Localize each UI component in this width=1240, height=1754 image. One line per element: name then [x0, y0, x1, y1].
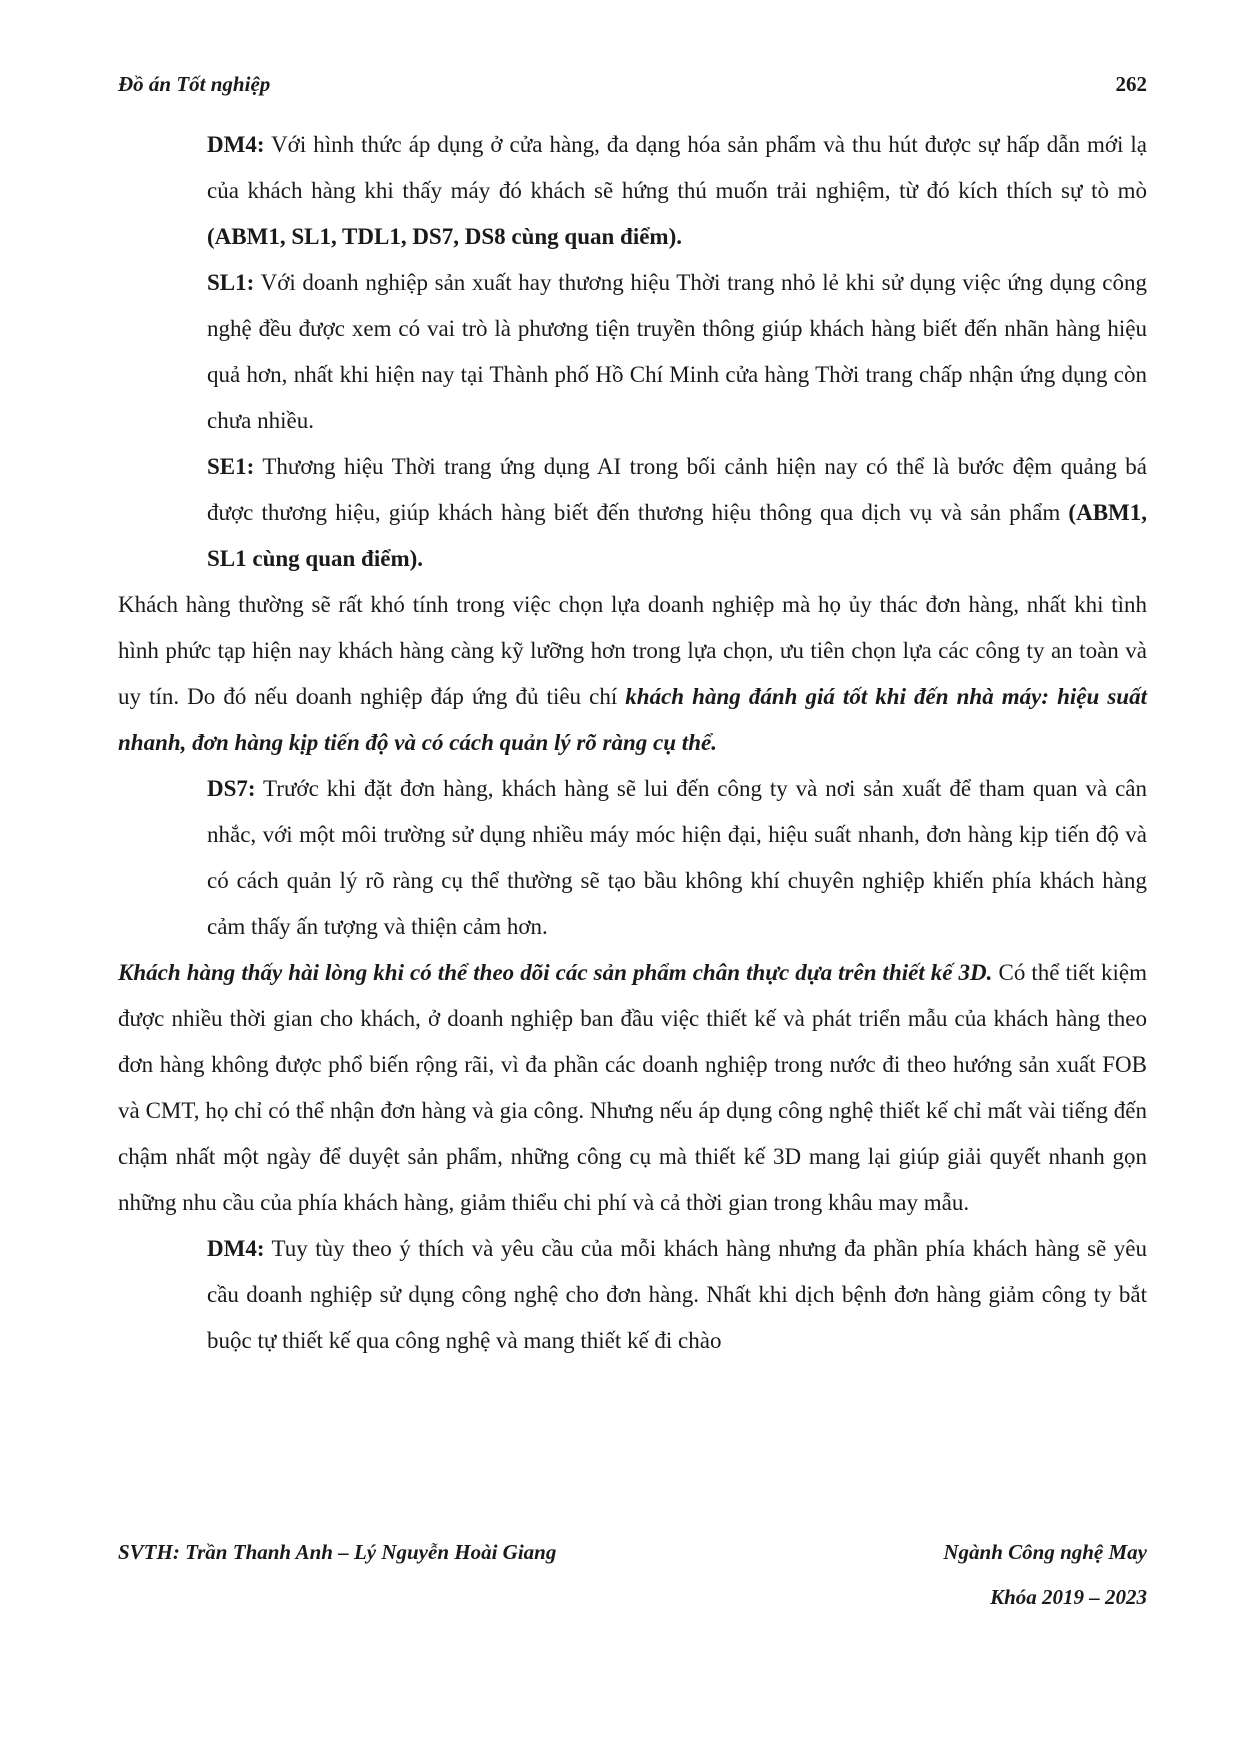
emphasis-text: SL1:: [207, 270, 255, 295]
paragraph: [118, 766, 1147, 950]
document-body: [118, 122, 1147, 1364]
emphasis-text: (ABM1, SL1 cùng quan điểm).: [207, 500, 1147, 571]
page-number: 262: [1115, 72, 1147, 96]
paragraph-text: Thương hiệu Thời trang ứng dụng AI trong bối cảnh hiện nay có thể là bước đệm quảng bá được thương hiệu, giúp khách hàng biết đến thương hiệu thông qua dịch vụ và sản phẩm: [207, 454, 1147, 525]
emphasis-text: (ABM1, SL1, TDL1, DS7, DS8 cùng quan điểm).: [207, 224, 683, 249]
paragraph: [118, 122, 1147, 260]
paragraph-text: Trước khi đặt đơn hàng, khách hàng sẽ lui đến công ty và nơi sản xuất để tham quan và cân nhắc, với một môi trường sử dụng nhiều máy móc hiện đại, hiệu suất nhanh, đơn hàng kịp tiến độ và có cách quản lý rõ ràng cụ thể thường sẽ tạo bầu không khí chuyên nghiệp khiến phía khách hàng cảm thấy ấn tượng và thiện cảm hơn.: [207, 776, 1147, 939]
paragraph: [118, 260, 1147, 444]
paragraph: [118, 1226, 1147, 1364]
paragraph-text: Với doanh nghiệp sản xuất hay thương hiệu Thời trang nhỏ lẻ khi sử dụng việc ứng dụng công nghệ đều được xem có vai trò là phương tiện truyền thông giúp khách hàng biết đến nhãn hàng hiệu quả hơn, nhất khi hiện nay tại Thành phố Hồ Chí Minh cửa hàng Thời trang chấp nhận ứng dụng còn chưa nhiều.: [207, 270, 1147, 433]
paragraph-text: Khách hàng thường sẽ rất khó tính trong việc chọn lựa doanh nghiệp mà họ ủy thác đơn hàng, nhất khi tình hình phức tạp hiện nay khách hàng càng kỹ lưỡng hơn trong lựa chọn, ưu tiên chọn lựa các công ty an toàn và uy tín. Do đó nếu doanh nghiệp đáp ứng đủ tiêu chí: [118, 592, 1147, 709]
emphasis-text: DM4:: [207, 132, 265, 157]
emphasis-text: DM4:: [207, 1236, 265, 1261]
paragraph-text: Với hình thức áp dụng ở cửa hàng, đa dạng hóa sản phẩm và thu hút được sự hấp dẫn mới lạ của khách hàng khi thấy máy đó khách sẽ hứng thú muốn trải nghiệm, từ đó kích thích sự tò mò: [207, 132, 1147, 203]
paragraph-text: Có thể tiết kiệm được nhiều thời gian cho khách, ở doanh nghiệp ban đầu việc thiết kế và phát triển mẫu của khách hàng theo đơn hàng không được phổ biến rộng rãi, vì đa phần các doanh nghiệp trong nước đi theo hướng sản xuất FOB và CMT, họ chỉ có thể nhận đơn hàng và gia công. Nhưng nếu áp dụng công nghệ thiết kế chỉ mất vài tiếng đến chậm nhất một ngày để duyệt sản phẩm, những công cụ mà thiết kế 3D mang lại giúp giải quyết nhanh gọn những nhu cầu của phía khách hàng, giảm thiểu chi phí và cả thời gian trong khâu may mẫu.: [118, 960, 1147, 1215]
emphasis-text: Khách hàng thấy hài lòng khi có thể theo dõi các sản phẩm chân thực dựa trên thiết kế 3D.: [118, 960, 993, 985]
emphasis-text: DS7:: [207, 776, 256, 801]
paragraph: [118, 444, 1147, 582]
emphasis-text: SE1:: [207, 454, 255, 479]
paragraph: [118, 582, 1147, 766]
header-title: Đồ án Tốt nghiệp: [118, 72, 271, 96]
emphasis-text: khách hàng đánh giá tốt khi đến nhà máy: hiệu suất nhanh, đơn hàng kịp tiến độ và có cách quản lý rõ ràng cụ thể.: [118, 684, 1147, 755]
paragraph-text: Tuy tùy theo ý thích và yêu cầu của mỗi khách hàng nhưng đa phần phía khách hàng sẽ yêu cầu doanh nghiệp sử dụng công nghệ cho đơn hàng. Nhất khi dịch bệnh đơn hàng giảm công ty bắt buộc tự thiết kế qua công nghệ và mang thiết kế đi chào: [207, 1236, 1147, 1353]
footer-course: Khóa 2019 – 2023: [990, 1585, 1147, 1609]
footer-students: SVTH: Trần Thanh Anh – Lý Nguyễn Hoài Giang: [118, 1540, 557, 1564]
footer-major: Ngành Công nghệ May: [943, 1540, 1147, 1564]
paragraph: [118, 950, 1147, 1226]
